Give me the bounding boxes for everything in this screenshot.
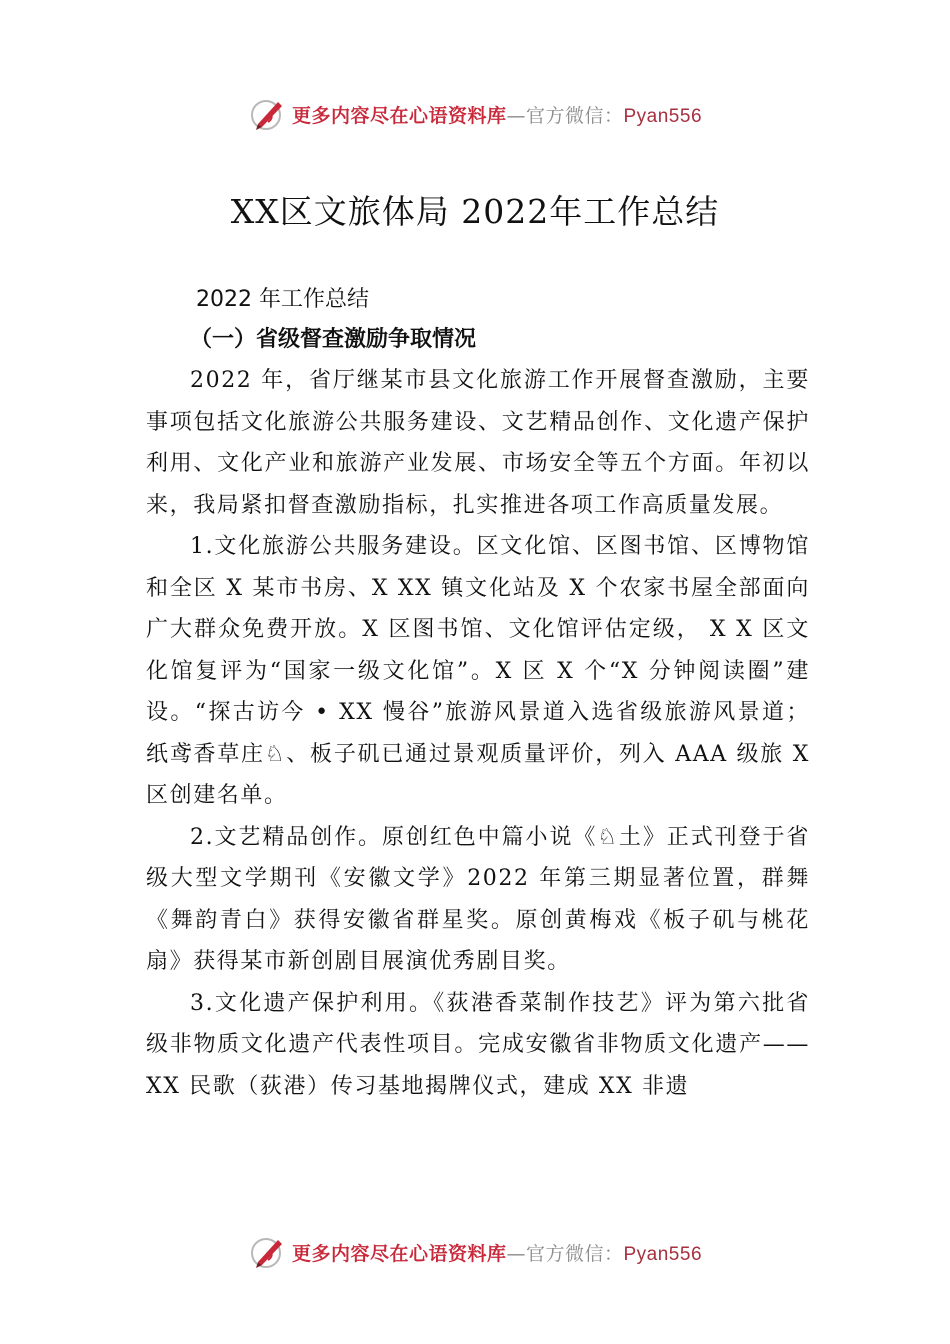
watermark-text [292,101,702,128]
watermark-brand: 更多内容尽在心语资料库 [291,1242,507,1265]
watermark-footer [0,1232,950,1272]
watermark-label: —官方微信： [506,1242,624,1265]
watermark-wechat-id: Pyan556 [623,105,703,127]
section-heading: （一）省级督查激励争取情况 [190,327,477,352]
watermark-header [0,94,950,134]
document-subheading: 2022 年工作总结 [196,287,369,312]
watermark-text [292,1239,702,1266]
paragraph-heritage: 3.文化遗产保护利用。《荻港香菜制作技艺》评为第六批省级非物质文化遗产代表性项目。完成安徽省非物质文化遗产——XX 民歌（荻港）传习基地揭牌仪式，建成 XX 非遗 [146,990,810,1099]
watermark-label: —官方微信： [506,104,624,127]
watermark-wechat-id: Pyan556 [623,1243,703,1265]
paragraph-arts-creation: 2.文艺精品创作。原创红色中篇小说《♘土》正式刊登于省级大型文学期刊《安徽文学》2022 年第三期显著位置，群舞《舞韵青白》获得安徽省群星奖。原创黄梅戏《板子矶与桃花扇》获得某市新创剧目展演优秀剧目奖。 [146,824,810,974]
pen-logo-icon [248,94,288,134]
paragraph-intro: 2022 年，省厅继某市县文化旅游工作开展督查激励，主要事项包括文化旅游公共服务建设、文艺精品创作、文化遗产保护利用、文化产业和旅游产业发展、市场安全等五个方面。年初以来，我局紧扣督查激励指标，扎实推进各项工作高质量发展。 [146,368,810,518]
document-title: XX区文旅体局 2022年工作总结 [230,192,720,231]
pen-logo-icon [248,1232,288,1272]
document-body [146,280,810,1107]
watermark-brand: 更多内容尽在心语资料库 [291,104,507,127]
paragraph-public-service: 1.文化旅游公共服务建设。区文化馆、区图书馆、区博物馆和全区 X 某市书房、X XX 镇文化站及 X 个农家书屋全部面向广大群众免费开放。X 区图书馆、文化馆评估定级， X X 区文化馆复评为“国家一级文化馆”。X 区 X 个“X 分钟阅读圈”建设。“探古访今 • XX 慢谷”旅游风景道入选省级旅游风景道；纸鸢香草庄♘、板子矶已通过景观质量评价，列入 AAA 级旅 X 区创建名单。 [146,534,810,808]
